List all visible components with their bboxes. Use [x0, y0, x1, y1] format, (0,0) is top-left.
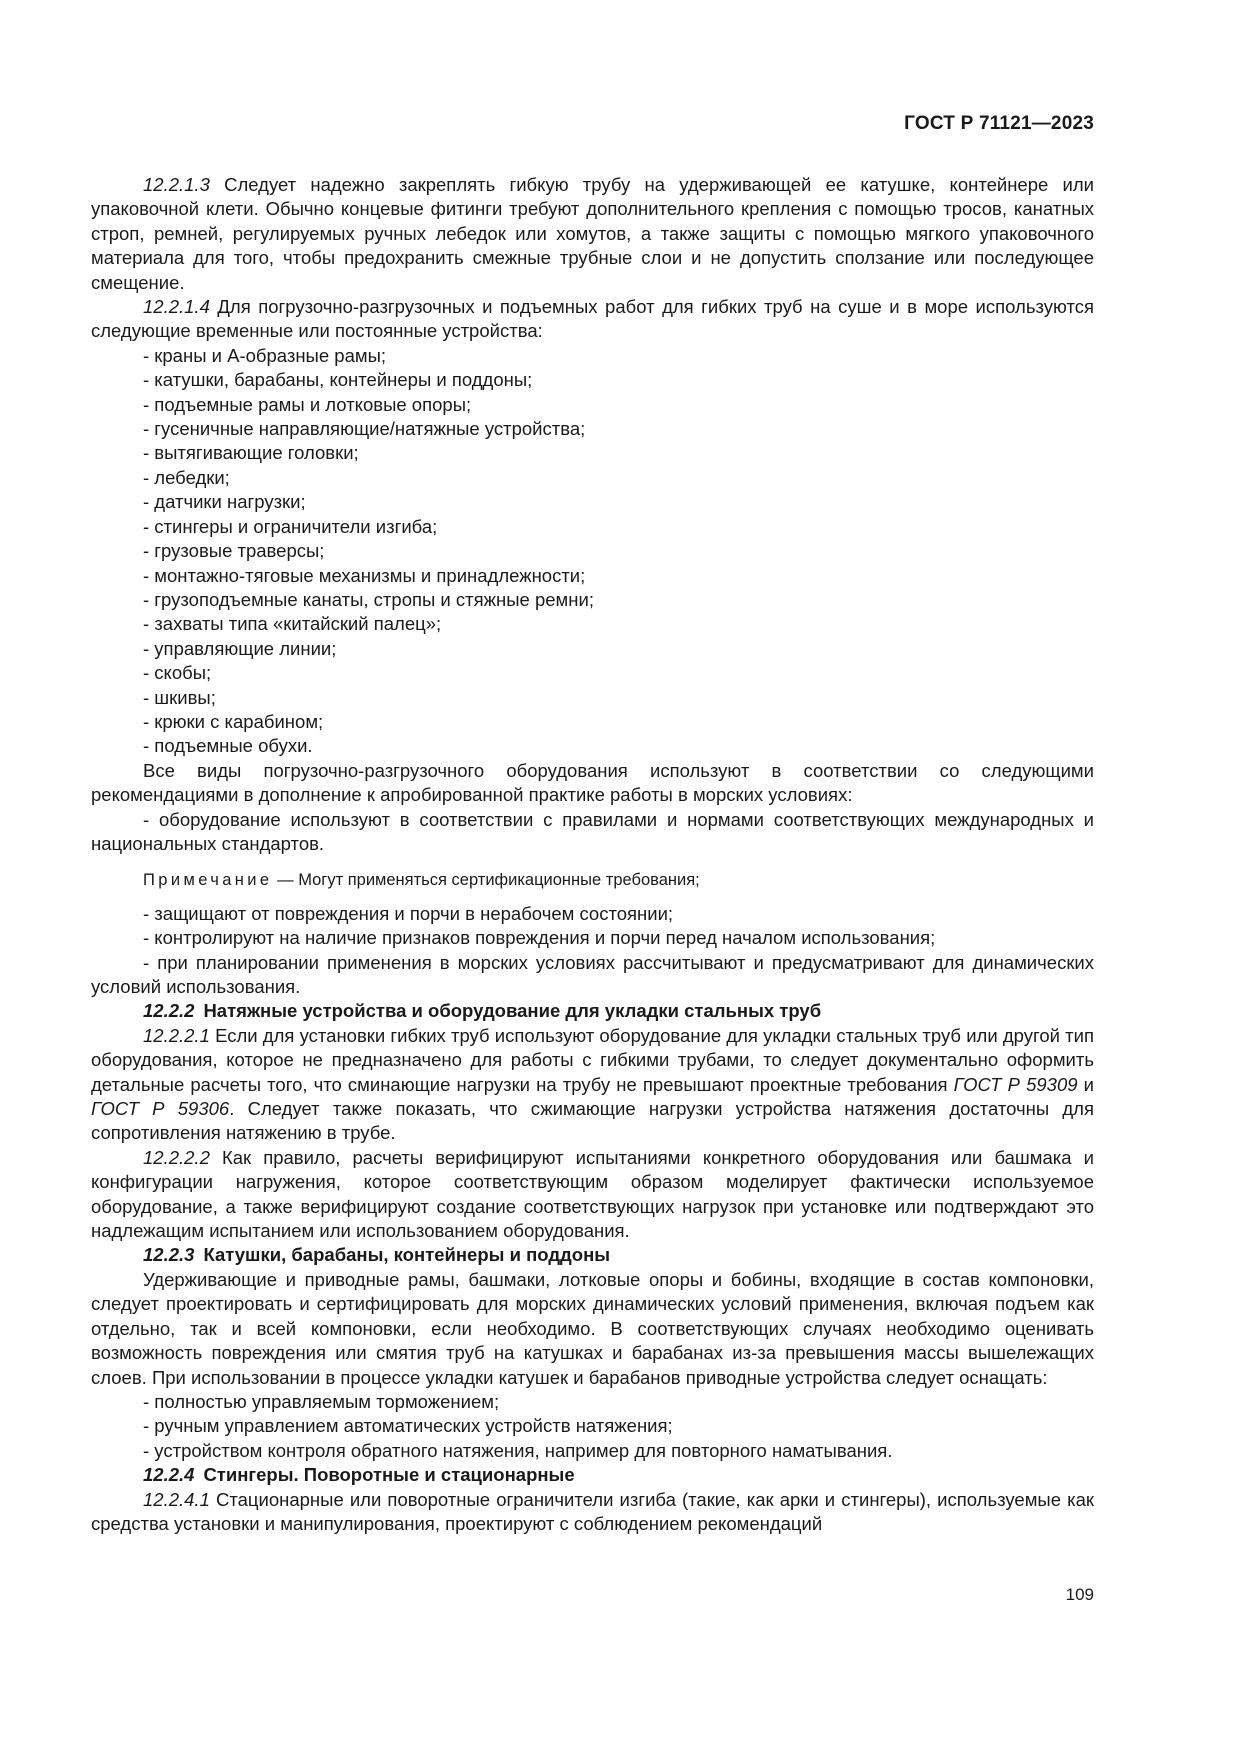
paragraph-equipment-usage: Все виды погрузочно-разгрузочного оборудования используют в соответствии со следующими рекомендациями в дополнение к апробированной практике работы в морских условиях: [91, 759, 1094, 806]
section-heading-12-2-2 [91, 999, 1094, 1023]
clause-text: Для погрузочно-разгрузочных и подъемных работ для гибких труб на суше и в море используются следующие временные или постоянные устройства: [91, 296, 1094, 342]
note-label: Примечание [143, 871, 273, 890]
clause-number: 12.2.1.3 [143, 174, 210, 195]
note-text: — Могут применяться сертификационные требования; [277, 871, 700, 890]
list-item: - полностью управляемым торможением; [143, 1390, 500, 1412]
section-title: Катушки, барабаны, контейнеры и поддоны [203, 1244, 611, 1266]
paragraph-12-2-2-1 [91, 1024, 1094, 1146]
list-item: - датчики нагрузки; [143, 491, 306, 513]
section-heading-12-2-4 [91, 1463, 1094, 1487]
list-item: - стингеры и ограничители изгиба; [143, 515, 438, 537]
list-item: - устройством контроля обратного натяжения, например для повторного наматывания. [143, 1439, 893, 1461]
equipment-list [91, 344, 1094, 759]
list-item: - вытягивающие головки; [143, 442, 359, 464]
clause-text: Следует надежно закреплять гибкую трубу на удерживающей ее катушке, контейнере или упаковочной клети. Обычно концевые фитинги требуют дополнительного крепления с помощью тросов, канатных строп, ремней, регулируемых ручных лебедок или хомутов, а также защиты с помощью мягкого упаковочного материала для того, чтобы предохранить смежные трубные слои и не допустить сползание или последующее смещение. [91, 174, 1094, 293]
protection-list [91, 902, 1094, 951]
list-item: - управляющие линии; [143, 637, 337, 659]
section-heading-12-2-3 [91, 1243, 1094, 1267]
clause-number: 12.2.4.1 [143, 1488, 210, 1510]
section-title: Натяжные устройства и оборудование для укладки стальных труб [203, 1000, 822, 1022]
list-item: - краны и А-образные рамы; [143, 344, 387, 366]
section-number: 12.2.3 [143, 1244, 195, 1266]
list-item: - катушки, барабаны, контейнеры и поддоны; [143, 369, 533, 391]
list-item: - монтажно-тяговые механизмы и принадлежности; [143, 564, 586, 586]
list-item: - гусеничные направляющие/натяжные устройства; [143, 418, 586, 440]
list-item: - крюки с карабином; [143, 710, 324, 732]
conjunction: и [1083, 1073, 1095, 1095]
clause-number: 12.2.2.1 [143, 1024, 210, 1046]
clause-text: Как правило, расчеты верифицируют испытаниями конкретного оборудования или башмака и конфигурации нагружения, которое соответствующим образом моделирует фактически используемое оборудование, а также верифицируют создание соответствующих нагрузок при установке или подтверждают это надлежащим испытанием или использованием оборудования. [91, 1146, 1094, 1242]
page-number: 109 [1065, 1585, 1094, 1604]
list-item: - захваты типа «китайский палец»; [143, 613, 442, 635]
list-item: - грузовые траверсы; [143, 540, 325, 562]
paragraph-reels: Удерживающие и приводные рамы, башмаки, лотковые опоры и бобины, входящие в состав компоновки, следует проектировать и сертифицировать для морских динамических условий применения, включая подъем как отдельно, так и всей компоновки, если необходимо. В соответствующих случаях необходимо оценивать возможность повреждения или смятия труб на катушках и барабанах из-за превышения массы вышележащих слоев. При использовании в процессе укладки катушек и барабанов приводные устройства следует оснащать: [91, 1268, 1094, 1388]
paragraph-standards: - оборудование используют в соответствии с правилами и нормами соответствующих международных и национальных стандартов. [91, 808, 1094, 854]
section-number: 12.2.4 [143, 1464, 195, 1486]
clause-text: . Следует также показать, что сжимающие нагрузки устройства натяжения достаточны для сопротивления натяжению в трубе. [91, 1098, 1094, 1144]
list-item: - шкивы; [143, 686, 216, 708]
drive-equipment-list [91, 1390, 1094, 1463]
paragraph-12-2-2-2 [91, 1146, 1094, 1244]
paragraph-12-2-1-4 [91, 295, 1094, 344]
clause-number: 12.2.1.4 [143, 296, 210, 318]
standard-reference: ГОСТ Р 59306 [91, 1098, 230, 1120]
list-item: - ручным управлением автоматических устройств натяжения; [143, 1415, 673, 1437]
standard-reference: ГОСТ Р 59309 [953, 1073, 1078, 1095]
list-item: - защищают от повреждения и порчи в нерабочем состоянии; [143, 902, 674, 924]
document-body [91, 173, 1094, 1536]
document-header: ГОСТ Р 71121—2023 [904, 113, 1094, 134]
paragraph-dynamic-conditions: - при планировании применения в морских условиях рассчитывают и предусматривают для динамических условий использования. [91, 951, 1094, 997]
list-item: - контролируют на наличие признаков повреждения и порчи перед началом использования; [143, 927, 936, 949]
list-item: - лебедки; [143, 466, 230, 488]
section-title: Стингеры. Поворотные и стационарные [203, 1464, 575, 1486]
section-number: 12.2.2 [143, 1000, 195, 1022]
paragraph-12-2-1-3 [91, 173, 1094, 295]
clause-text: Стационарные или поворотные ограничители изгиба (такие, как арки и стингеры), используемые как средства установки и манипулирования, проектируют с соблюдением рекомендаций [91, 1488, 1094, 1534]
paragraph-12-2-4-1 [91, 1488, 1094, 1537]
note [91, 868, 1094, 892]
list-item: - подъемные рамы и лотковые опоры; [143, 393, 472, 415]
clause-number: 12.2.2.2 [143, 1146, 210, 1168]
list-item: - грузоподъемные канаты, стропы и стяжные ремни; [143, 588, 594, 610]
list-item: - скобы; [143, 662, 212, 684]
list-item: - подъемные обухи. [143, 735, 313, 757]
clause-text: Если для установки гибких труб используют оборудование для укладки стальных труб или другой тип оборудования, которое не предназначено для работы с гибкими трубами, то следует документально оформить детальные расчеты того, что сминающие нагрузки на трубу не превышают проектные требования [91, 1024, 1094, 1095]
